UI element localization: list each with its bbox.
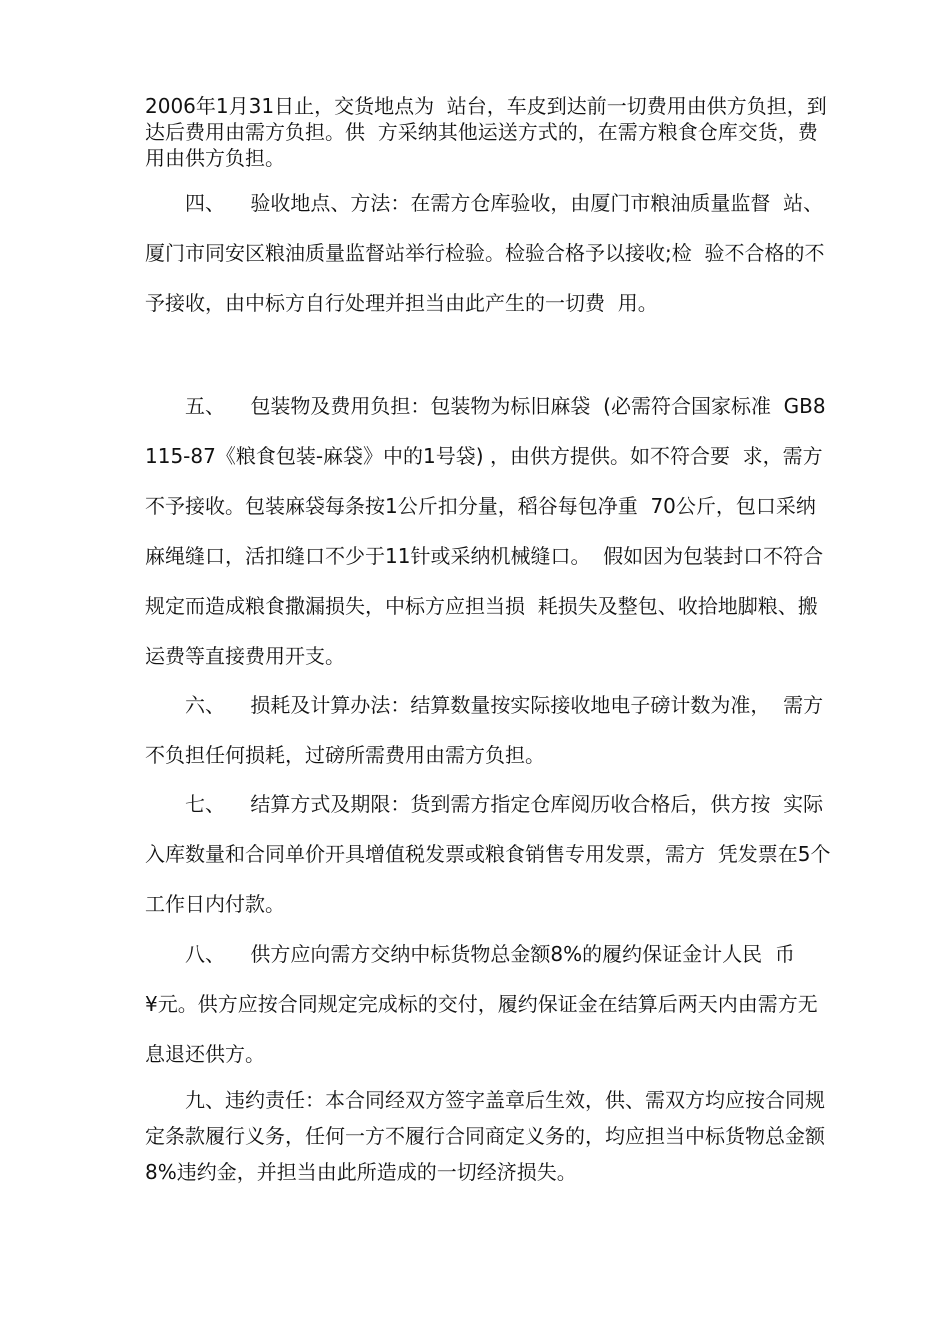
paragraph-packaging: 五、 包装物及费用负担：包装物为标旧麻袋 (必需符合国家标准 GB8115-87《粮食包装-麻袋》中的1号袋) ，由供方提供。如不符合要 求，需方不予接收。包装麻袋每条按1公斤扣分量，稻谷每包净重 70公斤，包口采纳麻绳缝口，活扣缝口不少于11针或采纳机械缝口。 假如因为包装封口不符合规定而造成粮食撒漏损失，中标方应担当损 耗损失及整包、收拾地脚粮、搬运费等直接费用开支。 — [145, 394, 826, 668]
paragraph-performance-bond: 八、 供方应向需方交纳中标货物总金额8%的履约保证金计人民 币¥元。供方应按合同规定完成标的交付，履约保证金在结算后两天内由需方无息退还供方。 — [145, 942, 818, 1066]
paragraph-inspection: 四、 验收地点、方法：在需方仓库验收，由厦门市粮油质量监督 站、厦门市同安区粮油质量监督站举行检验。检验合格予以接收;检 验不合格的不予接收，由中标方自行处理并担当由此产生的一切费 用。 — [145, 191, 825, 315]
paragraph-loss-calculation: 六、 损耗及计算办法：结算数量按实际接收地电子磅计数为准， 需方不负担任何损耗，过磅所需费用由需方负担。 — [145, 693, 824, 767]
paragraph-settlement: 七、 结算方式及期限：货到需方指定仓库阅历收合格后，供方按 实际入库数量和合同单价开具增值税发票或粮食销售专用发票，需方 凭发票在5个工作日内付款。 — [145, 792, 831, 916]
paragraph-delivery-continued: 2006年1月31日止，交货地点为 站台，车皮到达前一切费用由供方负担，到达后费用由需方负担。供 方采纳其他运送方式的，在需方粮食仓库交货，费用由供方负担。 — [145, 94, 827, 170]
paragraph-breach-liability: 九、违约责任：本合同经双方签字盖章后生效，供、需双方均应按合同规定条款履行义务，任何一方不履行合同商定义务的，均应担当中标货物总金额8%违约金，并担当由此所造成的一切经济损失。 — [145, 1088, 825, 1184]
